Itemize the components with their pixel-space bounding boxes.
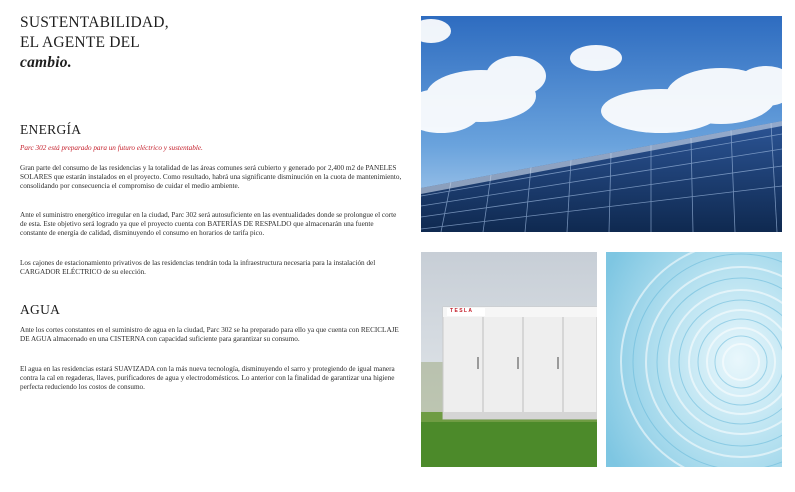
- energia-paragraph-1: Gran parte del consumo de las residencias y la totalidad de las áreas comunes será cubierto y generado por 2,400 m2 de PANELES SOLARES que estarán instalados en el proyecto. Como resultado, habrá una significante disminución en la cuota de mantenimiento, consolidando por consecuencia el compromiso de cuidar el medio ambiente.: [20, 164, 402, 190]
- water-photo: [606, 252, 782, 467]
- agua-heading: AGUA: [20, 302, 61, 317]
- title-line-1: SUSTENTABILIDAD,: [20, 14, 169, 31]
- agua-paragraph-2: El agua en las residencias estará SUAVIZADA con la más nueva tecnología, disminuyendo el sarro y protegiendo de igual manera contra la cal en regaderas, llaves, purificadores de agua y electrodomésticos. Lo anterior con la finalidad de garantizar una higiene perfecta reduciendo los costos de consumo.: [20, 365, 395, 391]
- solar-panels-photo: [421, 16, 782, 232]
- tesla-logo: TESLA: [450, 308, 474, 314]
- title-line-3: cambio.: [20, 54, 72, 71]
- energia-heading: ENERGÍA: [20, 122, 82, 137]
- agua-paragraph-1: Ante los cortes constantes en el suministro de agua en la ciudad, Parc 302 se ha preparado para ello ya que cuenta con RECICLAJE DE AGUA almacenado en una CISTERNA con capacidad suficiente para garantizar su consumo.: [20, 326, 399, 343]
- page-title: [20, 13, 169, 73]
- energia-subtitle: Parc 302 está preparado para un futuro eléctrico y sustentable.: [20, 144, 203, 152]
- battery-photo: [421, 252, 597, 467]
- energia-paragraph-2: Ante el suministro energético irregular en la ciudad, Parc 302 será autosuficiente en las eventualidades donde se prolongue el corte de esta. Este objetivo será logrado ya que el proyecto cuenta con BATERÍAS DE RESPALDO que almacenarán una fuente constante de energía de calidad, disminuyendo el consumo en horarios de tarifa pico.: [20, 211, 397, 237]
- title-line-2: EL AGENTE DEL: [20, 34, 140, 51]
- energia-paragraph-3: Los cajones de estacionamiento privativos de las residencias tendrán toda la infraestructura necesaria para la instalación del CARGADOR ELÉCTRICO de su elección.: [20, 259, 376, 276]
